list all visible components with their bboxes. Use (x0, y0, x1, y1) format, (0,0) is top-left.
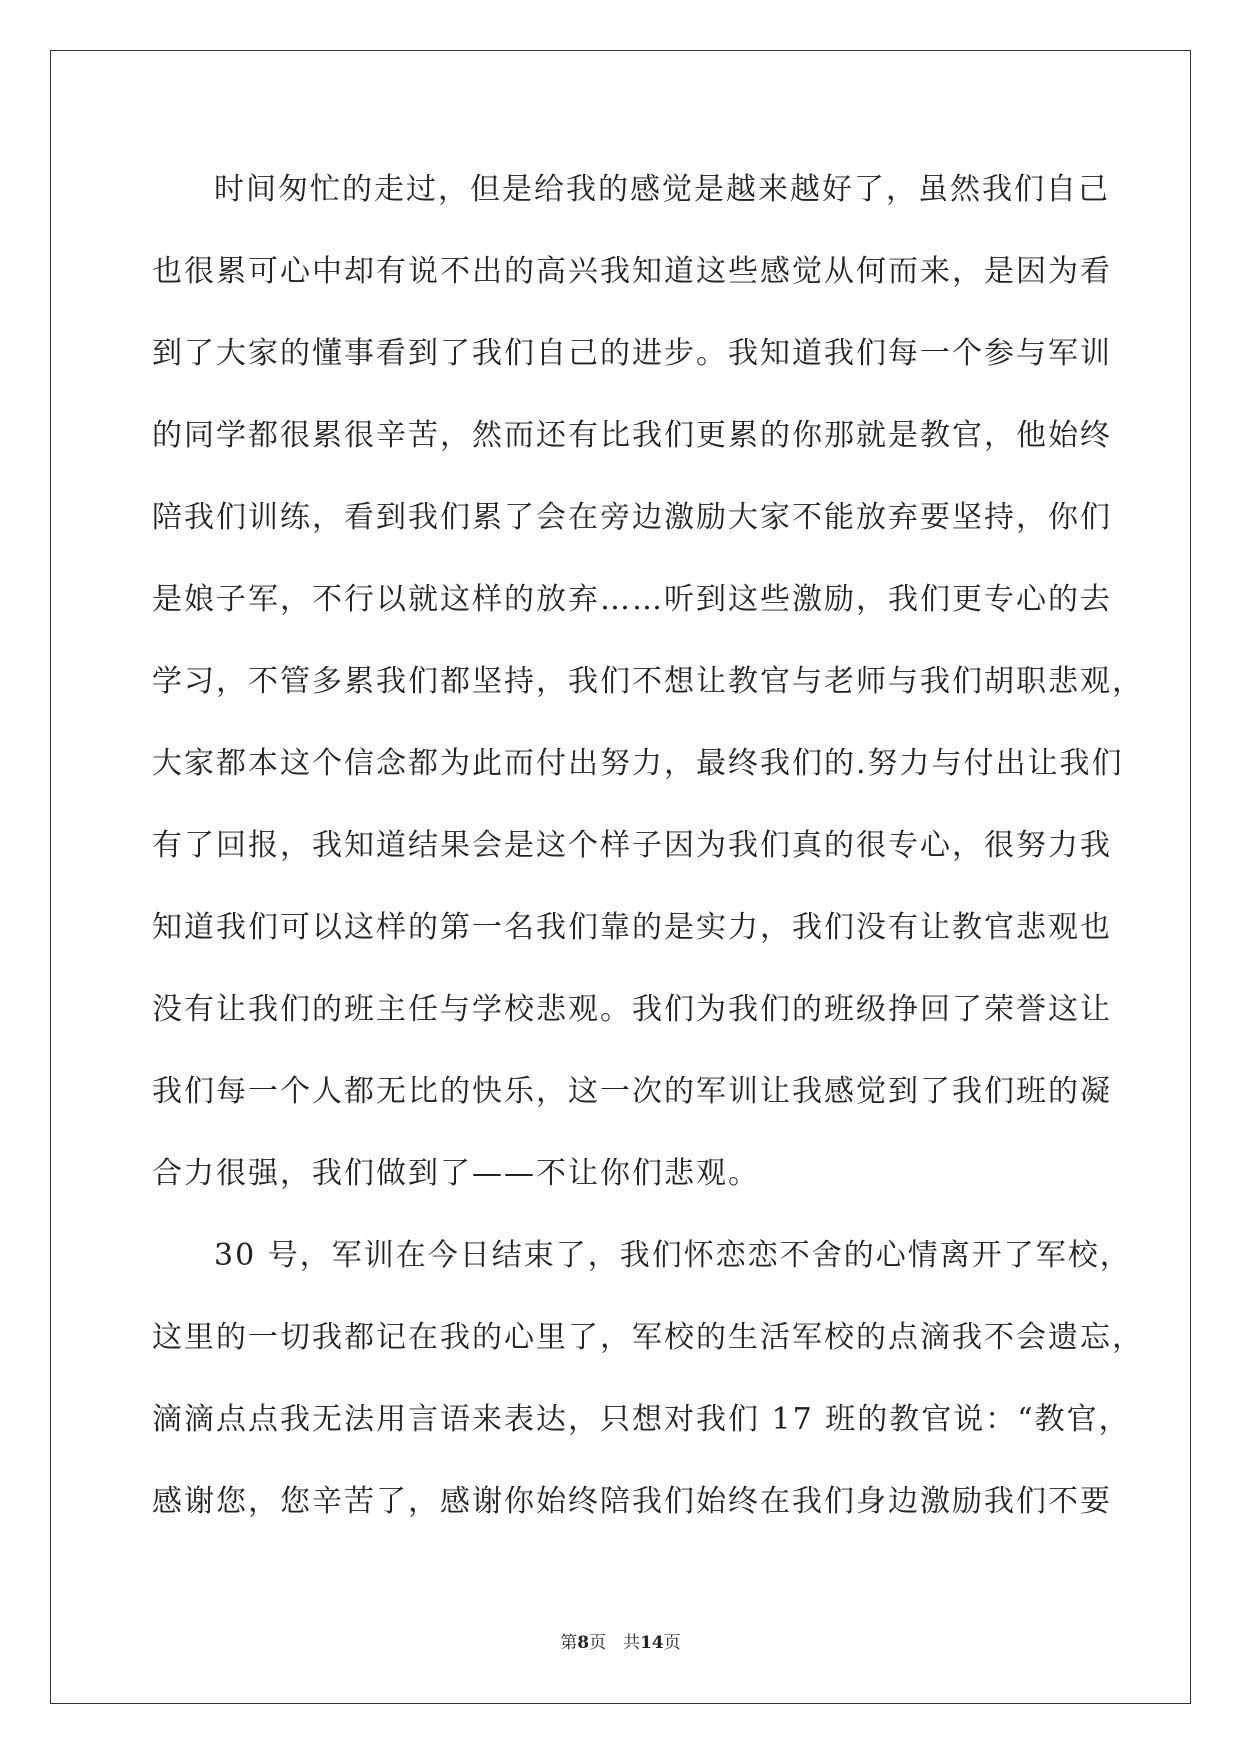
paragraph-1-line-9: 有了回报，我知道结果会是这个样子因为我们真的很专心，很努力我 (152, 828, 1112, 863)
paragraph-1-line-2: 也很累可心中却有说不出的高兴我知道这些感觉从何而来，是因为看 (152, 254, 1112, 289)
page-prefix: 第 (560, 1633, 578, 1653)
paragraph-1-line-4: 的同学都很累很辛苦，然而还有比我们更累的你那就是教官，他始终 (152, 418, 1112, 453)
document-body (152, 162, 1144, 1556)
page-number-footer (0, 1628, 1241, 1653)
paragraph-1-line-11: 没有让我们的班主任与学校悲观。我们为我们的班级挣回了荣誉这让 (152, 992, 1112, 1027)
paragraph-1-line-5: 陪我们训练，看到我们累了会在旁边激励大家不能放弃要坚持，你们 (152, 500, 1112, 535)
paragraph-1-line-10: 知道我们可以这样的第一名我们靠的是实力，我们没有让教官悲观也 (152, 910, 1112, 945)
page-mid: 页 共 (589, 1633, 641, 1653)
page-current: 8 (577, 1633, 590, 1653)
paragraph-1-line-12: 我们每一个人都无比的快乐，这一次的军训让我感觉到了我们班的凝 (152, 1074, 1112, 1109)
paragraph-1-line-3: 到了大家的懂事看到了我们自己的进步。我知道我们每一个参与军训 (152, 336, 1112, 371)
paragraph-2-line-1: 30 号，军训在今日结束了，我们怀恋恋不舍的心情离开了军校， (214, 1238, 1132, 1273)
paragraph-1-line-7: 学习，不管多累我们都坚持，我们不想让教官与老师与我们胡职悲观， (152, 664, 1144, 699)
page-suffix: 页 (663, 1633, 681, 1653)
paragraph-2-line-2: 这里的一切我都记在我的心里了，军校的生活军校的点滴我不会遗忘， (152, 1320, 1144, 1355)
paragraph-1-line-1: 时间匆忙的走过，但是给我的感觉是越来越好了，虽然我们自己 (214, 172, 1110, 207)
paragraph-1-line-6: 是娘子军，不行以就这样的放弃……听到这些激励，我们更专心的去 (152, 582, 1112, 617)
page-total: 14 (640, 1633, 664, 1653)
paragraph-1-line-8: 大家都本这个信念都为此而付出努力，最终我们的.努力与付出让我们 (152, 746, 1124, 781)
paragraph-1-line-13: 合力很强，我们做到了——不让你们悲观。 (152, 1156, 760, 1191)
paragraph-2-line-4: 感谢您，您辛苦了，感谢你始终陪我们始终在我们身边激励我们不要 (152, 1484, 1112, 1519)
paragraph-2-line-3: 滴滴点点我无法用言语来表达，只想对我们 17 班的教官说：“教官， (152, 1402, 1131, 1437)
